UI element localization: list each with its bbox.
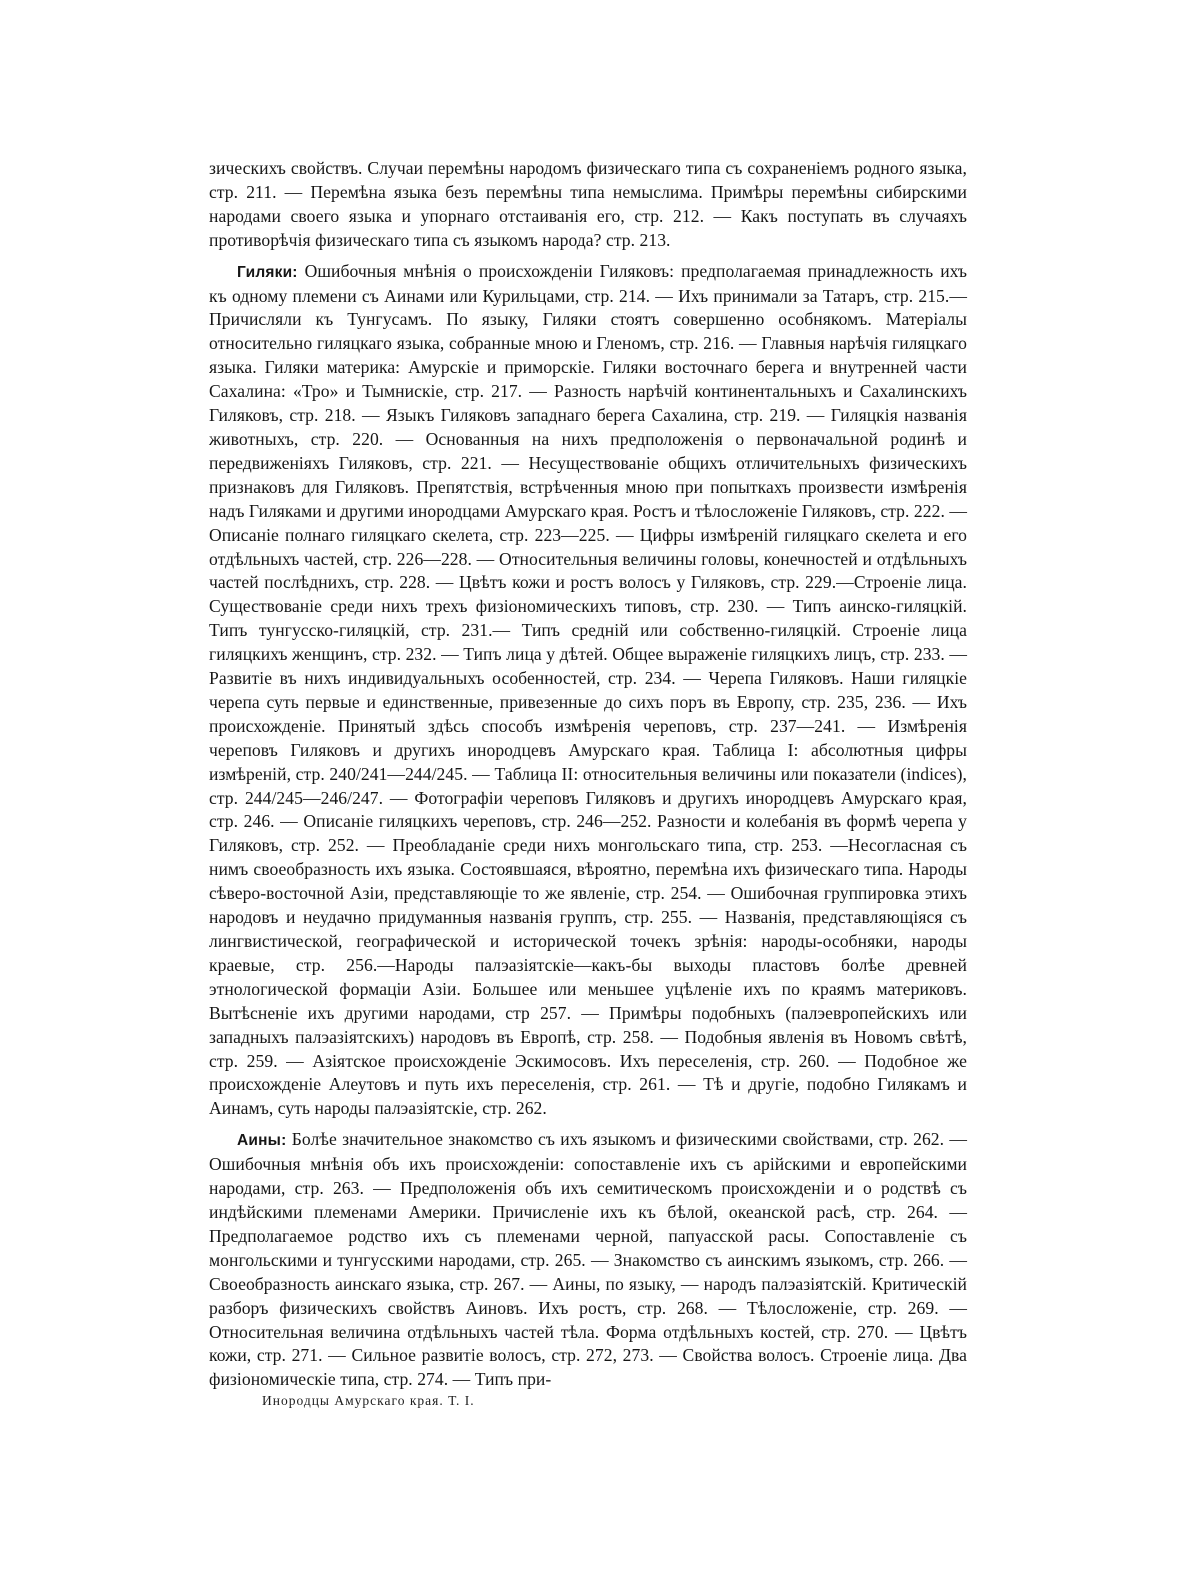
section-heading-gilyaki: Гиляки: (237, 263, 298, 281)
section-text-gilyaki: Ошибочныя мнѣнія о происхожденіи Гиляковъ: предполагаемая принадлежность ихъ къ одному племени съ Аинами или Курильцами, стр. 214. — Ихъ принимали за Татаръ, стр. 215.—Причисляли къ Тунгусамъ. По языку, Гиляки стоятъ совершенно особнякомъ. Матеріалы относительно гиляцкаго языка, собранные мною и Гленомъ, стр. 216. — Главныя нарѣчія гиляцкаго языка. Гиляки материка: Амурскіе и приморскіе. Гиляки восточнаго берега и внутренней части Сахалина: «Тро» и Тымнискіе, стр. 217. — Разность нарѣчій континентальныхъ и Сахалинскихъ Гиляковъ, стр. 218. — Языкъ Гиляковъ западнаго берега Сахалина, стр. 219. — Гиляцкія названія животныхъ, стр. 220. — Основанныя на нихъ предположенія о первоначальной родинѣ и передвиженіяхъ Гиляковъ, стр. 221. — Несуществованіе общихъ отличительныхъ физическихъ признаковъ для Гиляковъ. Препятствія, встрѣченныя мною при попыткахъ произвести измѣренія надъ Гиляками и другими инородцами Амурскаго края. Ростъ и тѣлосложеніе Гиляковъ, стр. 222. — Описаніе полнаго гиляцкаго скелета, стр. 223—225. — Цифры измѣреній гиляцкаго скелета и его отдѣльныхъ частей, стр. 226—228. — Относительныя величины головы, конечностей и отдѣльныхъ частей послѣднихъ, стр. 228. — Цвѣтъ кожи и ростъ волосъ у Гиляковъ, стр. 229.—Строеніе лица. Существованіе среди нихъ трехъ физіономическихъ типовъ, стр. 230. — Типъ аинско-гиляцкій. Типъ тунгусско-гиляцкій, стр. 231.— Типъ средній или собственно-гиляцкій. Строеніе лица гиляцкихъ женщинъ, стр. 232. — Типъ лица у дѣтей. Общее выраженіе гиляцкихъ лицъ, стр. 233. —Развитіе въ нихъ индивидуальныхъ особенностей, стр. 234. — Черепа Гиляковъ. Наши гиляцкіе черепа суть первые и единственные, привезенные до сихъ поръ въ Европу, стр. 235, 236. — Ихъ происхожденіе. Принятый здѣсь способъ измѣренія череповъ, стр. 237—241. — Измѣренія череповъ Гиляковъ и другихъ инородцевъ Амурскаго края. Таблица I: абсолютныя цифры измѣреній, стр. 240/241—244/245. — Таблица II: относительныя величины или показатели (indices), стр. 244/245—246/247. — Фотографіи череповъ Гиляковъ и другихъ инородцевъ Амурскаго края, стр. 246. — Описаніе гиляцкихъ череповъ, стр. 246—252. Разности и колебанія въ формѣ черепа у Гиляковъ, стр. 252. — Преобладаніе среди нихъ монгольскаго типа, стр. 253. —Несогласная съ нимъ своеобразность ихъ языка. Состоявшаяся, вѣроятно, перемѣна ихъ физическаго типа. Народы сѣверо-восточной Азіи, представляющіе то же явленіе, стр. 254. — Ошибочная группировка этихъ народовъ и неудачно придуманныя названія группъ, стр. 255. — Названія, представляющіяся съ лингвистической, географической и исторической точекъ зрѣнія: народы-особняки, народы краевые, стр. 256.—Народы палэазіятскіе—какъ-бы выходы пластовъ болѣе древней этнологической формаціи Азіи. Большее или меньшее уцѣленіе ихъ по краямъ материковъ. Вытѣсненіе ихъ другими народами, стр 257. — Примѣры подобныхъ (палэевропейскихъ или западныхъ палэазіятскихъ) народовъ въ Европѣ, стр. 258. — Подобныя явленія въ Новомъ свѣтѣ, стр. 259. — Азіятское происхожденіе Эскимосовъ. Ихъ переселенія, стр. 260. — Подобное же происхожденіе Алеутовъ и путь ихъ переселенія, стр. 261. — Тѣ и другіе, подобно Гилякамъ и Аинамъ, суть народы палэазіятскіе, стр. 262. (209, 260, 968, 1119)
page-body (209, 157, 967, 1392)
section-ainy (209, 1128, 967, 1392)
section-text-ainy: Болѣе значительное знакомство съ ихъ языкомъ и физическими свойствами, стр. 262. — Ошибочныя мнѣнія объ ихъ происхожденіи: сопоставленіе ихъ съ арійскими и европейскими народами, стр. 263. — Предположенія объ ихъ семитическомъ происхожденіи и о родствѣ съ индѣйскими племенами Америки. Причисленіе ихъ къ бѣлой, океанской расѣ, стр. 264. — Предполагаемое родство ихъ съ племенами черной, папуасской расы. Сопоставленіе съ монгольскими и тунгусскими народами, стр. 265. — Знакомство съ аинскимъ языкомъ, стр. 266. — Своеобразность аинскаго языка, стр. 267. — Аины, по языку, — народъ палэазіятскій. Критическій разборъ физическихъ свойствъ Аиновъ. Ихъ ростъ, стр. 268. — Тѣлосложеніе, стр. 269. — Относительная величина отдѣльныхъ частей тѣла. Форма отдѣльныхъ костей, стр. 270. — Цвѣтъ кожи, стр. 271. — Сильное развитіе волосъ, стр. 272, 273. — Свойства волосъ. Строеніе лица. Два физіономическіе типа, стр. 274. — Типъ при- (209, 1129, 968, 1390)
page-footer-signature: Инородцы Амурскаго края. Т. I. (262, 1393, 475, 1408)
intro-paragraph: зическихъ свойствъ. Случаи перемѣны народомъ физическаго типа съ сохраненіемъ родного языка, стр. 211. — Перемѣна языка безъ перемѣны типа немыслима. Примѣры перемѣны сибирскими народами своего языка и упорнаго отстаиванія его, стр. 212. — Какъ поступать въ случаяхъ противорѣчія физическаго типа съ языкомъ народа? стр. 213. (209, 158, 967, 250)
section-heading-ainy: Аины: (237, 1132, 287, 1150)
section-gilyaki (209, 260, 967, 1122)
